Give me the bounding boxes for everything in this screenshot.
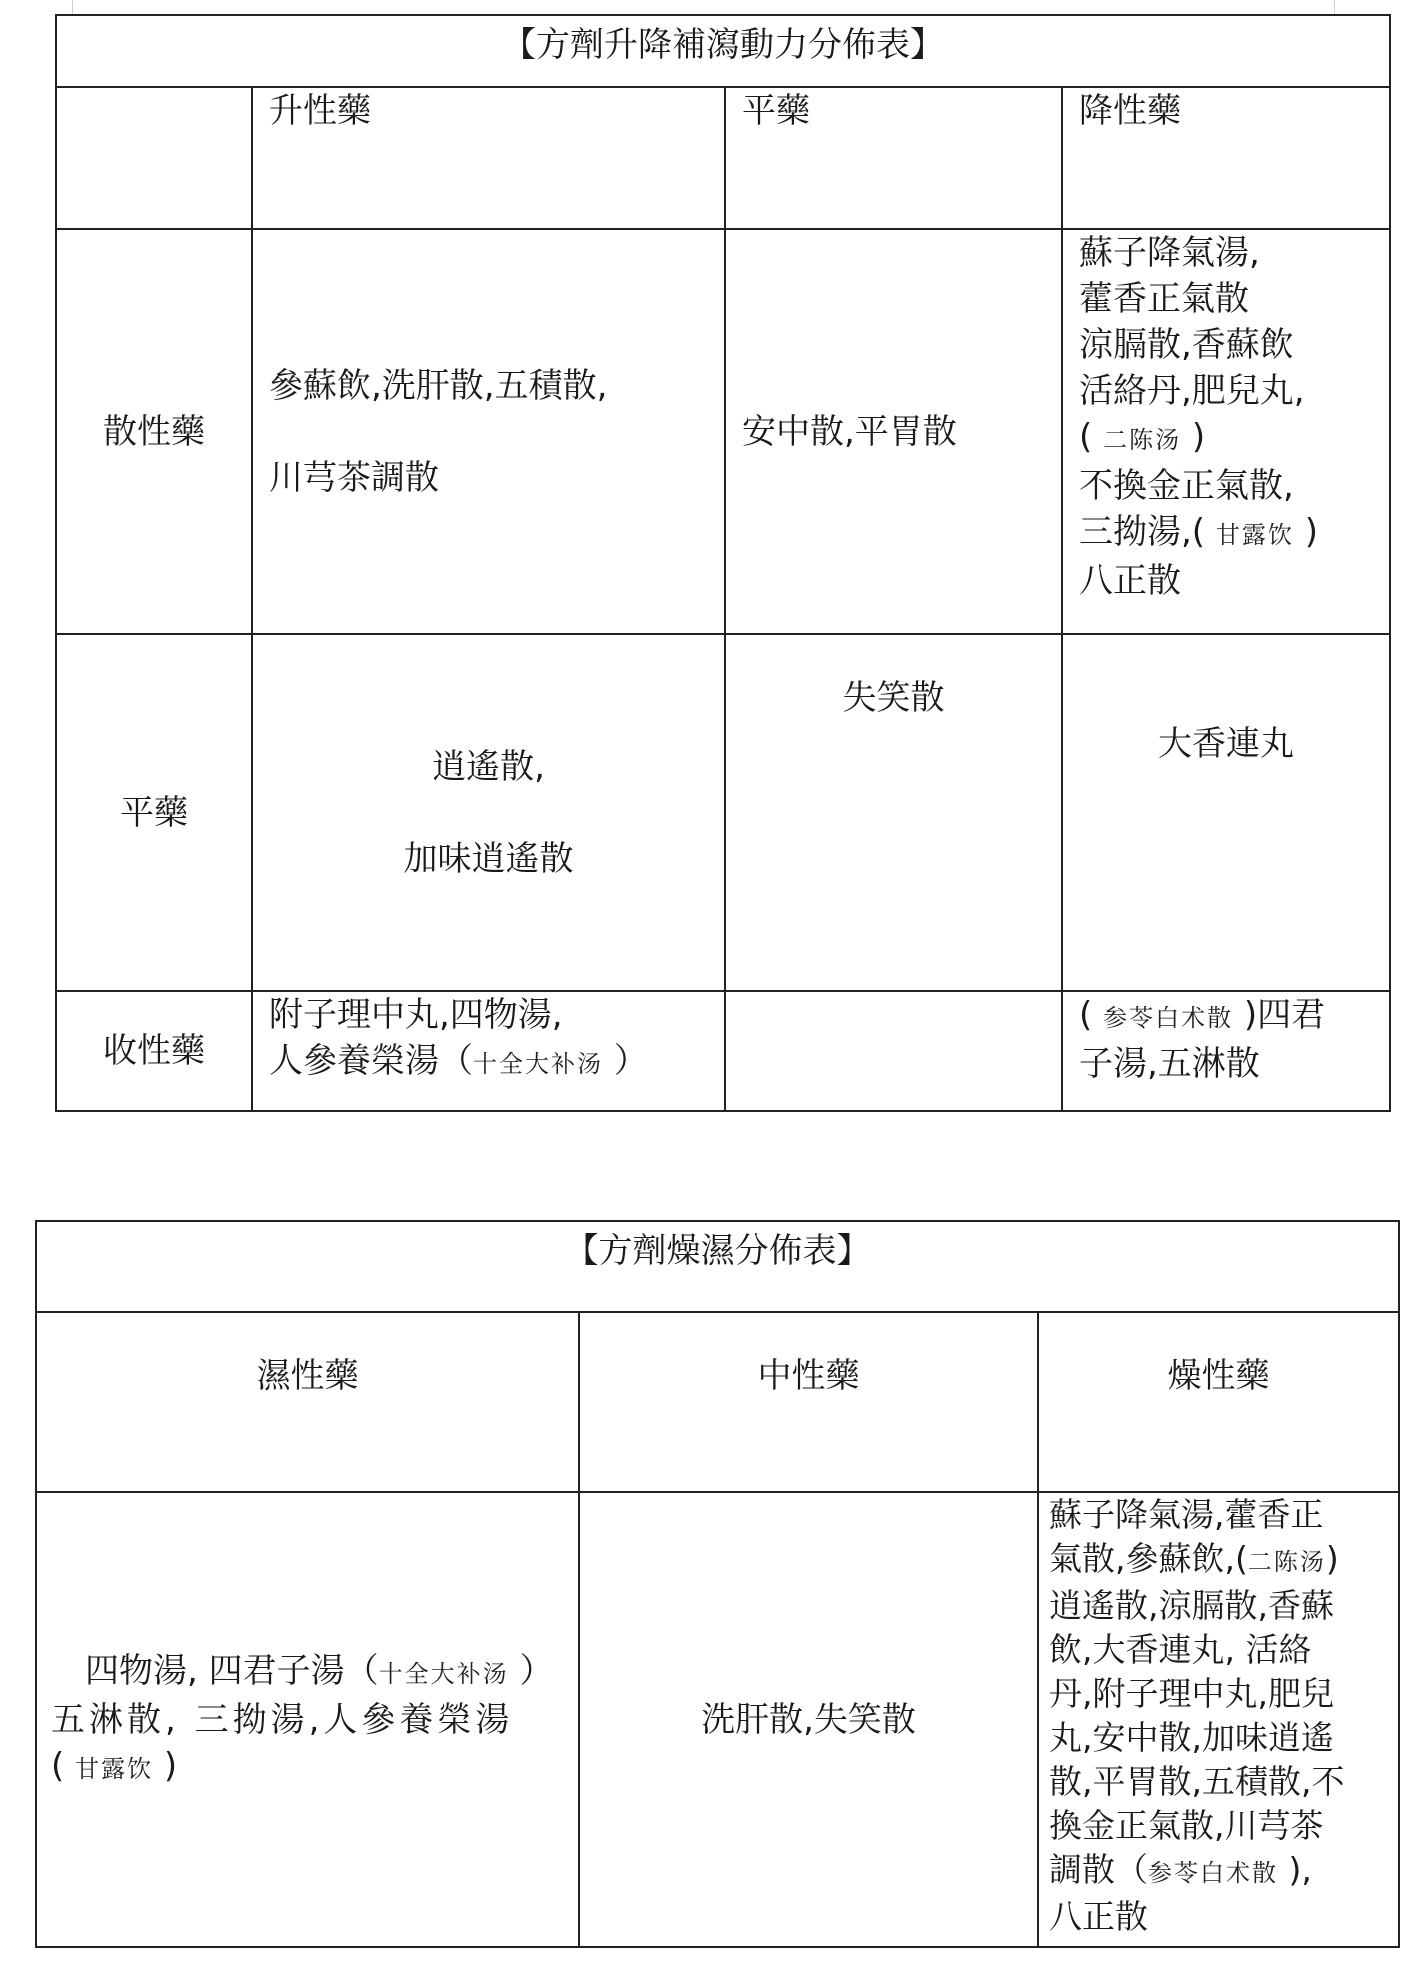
handwritten-note: 参苓白术散 bbox=[1103, 1004, 1234, 1032]
cell-line: 蘇子降氣湯, bbox=[1079, 233, 1260, 273]
cell-moistening bbox=[36, 1492, 579, 1947]
cell-line: 蘇子降氣湯,藿香正 bbox=[1049, 1495, 1324, 1534]
cell-text: 人參養榮湯（ bbox=[269, 1041, 473, 1081]
row-label-neutral: 平藥 bbox=[56, 634, 252, 991]
paren: ( bbox=[1079, 995, 1093, 1035]
cell-line: 加味逍遙散 bbox=[403, 838, 574, 879]
cell-neutral: 洗肝散,失笑散 bbox=[579, 1492, 1038, 1947]
cell-line bbox=[51, 1648, 562, 1697]
cell-line: 附子理中丸,四物湯, bbox=[269, 995, 563, 1035]
cell-text: 氣散,參蘇飲,( bbox=[1049, 1539, 1248, 1578]
paren: ) bbox=[163, 1745, 178, 1786]
cell-line bbox=[1049, 1537, 1388, 1584]
cell-line: 換金正氣散,川芎茶 bbox=[1049, 1806, 1324, 1845]
cell-line: 八正散 bbox=[1079, 561, 1181, 601]
cell-line: 散,平胃散,五積散,不 bbox=[1049, 1762, 1345, 1801]
handwritten-note: 甘露饮 bbox=[75, 1754, 154, 1783]
paren: ) bbox=[1191, 417, 1206, 457]
cell-line bbox=[51, 1743, 562, 1792]
cell-line: 子湯,五淋散 bbox=[1079, 1044, 1260, 1084]
cell-line: 不換金正氣散, bbox=[1079, 466, 1294, 506]
cell-line: 丸,安中散,加味逍遙 bbox=[1049, 1718, 1334, 1757]
cell-line: 逍遙散,涼膈散,香蘇 bbox=[1049, 1586, 1334, 1625]
handwritten-note: 甘露饮 bbox=[1215, 521, 1294, 549]
row-label-dispersing: 散性藥 bbox=[56, 229, 252, 634]
paren: ） bbox=[519, 1650, 554, 1691]
cell-dispersing-neutral: 安中散,平胃散 bbox=[725, 229, 1062, 634]
cell-line: 涼膈散,香蘇飲 bbox=[1079, 325, 1294, 365]
col-header-descending: 降性藥 bbox=[1062, 87, 1390, 229]
handwritten-note: 十全大补汤 bbox=[378, 1659, 509, 1688]
cell-text: 四物湯, 四君子湯（ bbox=[85, 1650, 379, 1691]
cell-line: 飲,大香連丸, 活絡 bbox=[1049, 1630, 1312, 1669]
cell-line bbox=[1079, 509, 1373, 558]
cell-neutral-ascending bbox=[252, 634, 725, 991]
col-header-neutral: 平藥 bbox=[725, 87, 1062, 229]
cell-line: 丹,附子理中丸,肥兒 bbox=[1049, 1674, 1334, 1713]
cell-astringent-ascending bbox=[252, 991, 725, 1111]
cell-line bbox=[1079, 992, 1373, 1041]
cell-text: )四君 bbox=[1243, 995, 1326, 1035]
cell-astringent-neutral bbox=[725, 991, 1062, 1111]
handwritten-note: 二陈汤 bbox=[1103, 426, 1182, 454]
cell-dispersing-ascending bbox=[252, 229, 725, 634]
table-title: 【方劑升降補瀉動力分佈表】 bbox=[56, 15, 1390, 87]
cell-neutral-descending: 大香連丸 bbox=[1062, 634, 1390, 991]
ascent-descent-table bbox=[55, 14, 1391, 1112]
cell-line: 五淋散, 三拗湯,人參養榮湯 bbox=[51, 1699, 514, 1740]
cell-line: 八正散 bbox=[1049, 1897, 1148, 1936]
handwritten-note: 二陈汤 bbox=[1247, 1548, 1326, 1576]
row-label-astringent: 收性藥 bbox=[56, 991, 252, 1111]
corner-cell bbox=[56, 87, 252, 229]
cell-line bbox=[1079, 414, 1373, 463]
col-header-drying: 燥性藥 bbox=[1038, 1312, 1399, 1492]
paren: ( bbox=[1079, 417, 1093, 457]
cell-line: 川芎茶調散 bbox=[269, 457, 439, 498]
cell-line: 藿香正氣散 bbox=[1079, 279, 1249, 319]
col-header-ascending: 升性藥 bbox=[252, 87, 725, 229]
cell-dispersing-descending bbox=[1062, 229, 1390, 634]
handwritten-note: 参苓白术散 bbox=[1148, 1859, 1278, 1887]
col-header-neutral: 中性藥 bbox=[579, 1312, 1038, 1492]
paren: ), bbox=[1288, 1850, 1312, 1889]
cell-neutral-neutral: 失笑散 bbox=[725, 634, 1062, 991]
cell-text: 調散（ bbox=[1049, 1850, 1148, 1889]
paren: ） bbox=[613, 1041, 648, 1081]
cell-astringent-descending bbox=[1062, 991, 1390, 1111]
col-header-moistening: 濕性藥 bbox=[36, 1312, 579, 1492]
paren: ) bbox=[1304, 512, 1318, 552]
handwritten-note: 十全大补汤 bbox=[473, 1050, 603, 1078]
paren: ( bbox=[51, 1745, 65, 1786]
cell-line bbox=[269, 1038, 708, 1087]
table-title: 【方劑燥濕分佈表】 bbox=[36, 1221, 1399, 1312]
cell-line: 活絡丹,肥兒丸, bbox=[1079, 371, 1305, 411]
cell-line: 參蘇飲,洗肝散,五積散, bbox=[269, 365, 608, 406]
paren: ) bbox=[1325, 1539, 1339, 1578]
cell-drying bbox=[1038, 1492, 1399, 1947]
cell-line bbox=[1049, 1848, 1388, 1895]
cell-line: 逍遙散, bbox=[432, 746, 545, 787]
dry-damp-table bbox=[35, 1220, 1400, 1948]
cell-text: 三拗湯,( bbox=[1079, 512, 1206, 552]
